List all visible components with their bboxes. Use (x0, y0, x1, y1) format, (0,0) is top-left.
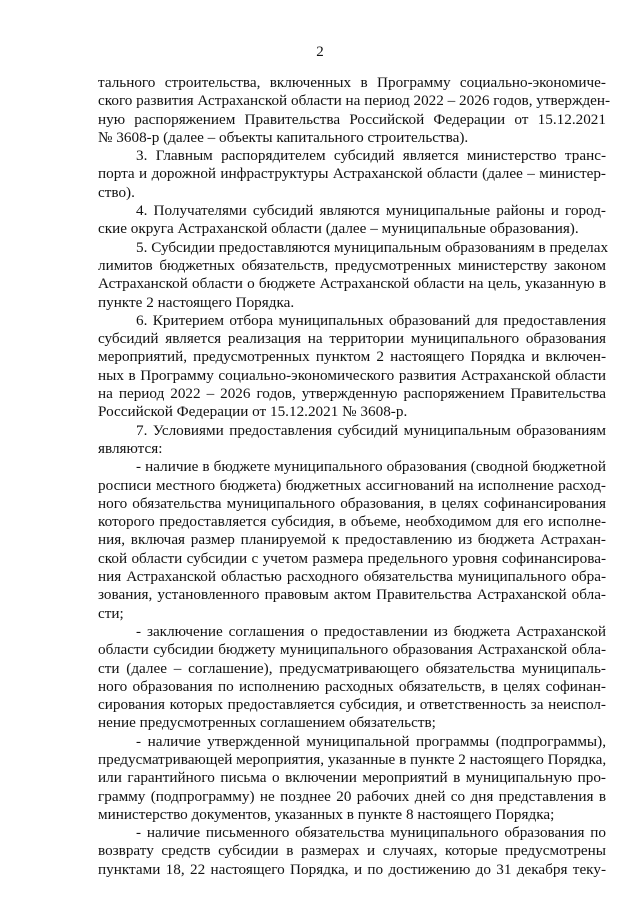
text-line: ской области субсидии с учетом размера предельного уровня софинансирова- (98, 549, 606, 567)
text-line: ных в Программу социально-экономического развития Астраханской области (98, 366, 606, 384)
text-line: Российской Федерации от 15.12.2021 № 3608-р. (98, 403, 408, 421)
text-line: 6. Критерием отбора муниципальных образований для предоставления (136, 311, 606, 329)
text-line: или гарантийного письма о включении мероприятий в муниципальную про- (98, 769, 606, 787)
text-line: сти; (98, 604, 124, 622)
text-line: возврату средств субсидии в размерах и случаях, которые предусмотрены (98, 842, 606, 860)
text-line: Астраханской области о бюджете Астраханской области на цель, указанную в (98, 275, 606, 293)
text-line: ного образования по исполнению расходных обязательств, в целях софинан- (98, 677, 606, 695)
text-line: на период 2022 – 2026 годов, утвержденную распоряжением Правительства (98, 385, 606, 403)
text-line: ния, включая размер планируемой к предоставлению из бюджета Астрахан- (98, 531, 606, 549)
text-line: субсидий является реализация на территории муниципального образования (98, 330, 606, 348)
text-line: № 3608-р (далее – объекты капитального строительства). (98, 128, 469, 146)
text-line: ского развития Астраханской области на период 2022 – 2026 годов, утвержден- (98, 92, 611, 110)
text-line: нение предусмотренных соглашением обязательств; (98, 714, 436, 732)
text-line: - заключение соглашения о предоставлении из бюджета Астраханской (136, 622, 606, 640)
text-line: ную распоряжением Правительства Российской Федерации от 15.12.2021 (98, 110, 606, 128)
text-line: сти (далее – соглашение), предусматривающего обязательства муниципаль- (98, 659, 606, 677)
text-line: лимитов бюджетных обязательств, предусмотренных министерству законом (98, 256, 606, 274)
text-line: 5. Субсидии предоставляются муниципальным образованиям в пределах (136, 238, 609, 256)
text-line: пунктами 18, 22 настоящего Порядка, и по достижению до 31 декабря теку- (98, 860, 606, 878)
text-line: мероприятий, предусмотренных пунктом 2 настоящего Порядка и включен- (98, 348, 606, 366)
text-line: - наличие утвержденной муниципальной программы (подпрограммы), (136, 732, 606, 750)
text-line: являются: (98, 439, 163, 457)
text-line: грамму (подпрограмму) не позднее 20 рабочих дней со дня представления в (98, 787, 606, 805)
text-line: которого предоставляется субсидия, в объеме, необходимом для его исполне- (98, 513, 606, 531)
text-line: ного обязательства муниципального образования, в целях софинансирования (98, 494, 606, 512)
text-line: зования, установленного правовым актом Правительства Астраханской обла- (98, 586, 606, 604)
text-line: ские округа Астраханской области (далее – муниципальные образования). (98, 220, 579, 238)
text-line: 7. Условиями предоставления субсидий муниципальным образованиям (136, 421, 606, 439)
text-line: ство). (98, 183, 135, 201)
text-line: - наличие в бюджете муниципального образования (сводной бюджетной (136, 458, 606, 476)
text-line: сирования которых предоставляется субсидия, и ответственность за неиспол- (98, 696, 606, 714)
text-line: - наличие письменного обязательства муниципального образования по (136, 824, 606, 842)
text-line: порта и дорожной инфраструктуры Астраханской области (далее – министер- (98, 165, 606, 183)
text-line: 3. Главным распорядителем субсидий является министерство транс- (136, 147, 606, 165)
text-line: пункте 2 настоящего Порядка. (98, 293, 295, 311)
text-line: министерство документов, указанных в пункте 8 настоящего Порядка; (98, 805, 555, 823)
text-line: предусматривающей мероприятия, указанные в пункте 2 настоящего Порядка, (98, 750, 607, 768)
text-line: области субсидии бюджету муниципального образования Астраханской обла- (98, 641, 606, 659)
text-line: ния Астраханской областью расходного обязательства муниципального обра- (98, 568, 606, 586)
text-line: тального строительства, включенных в Программу социально-экономиче- (98, 74, 606, 91)
page-number: 2 (316, 44, 324, 60)
document-body (98, 74, 611, 879)
text-line: росписи местного бюджета) бюджетных ассигнований на исполнение расход- (98, 476, 606, 494)
text-line: 4. Получателями субсидий являются муниципальные районы и город- (136, 202, 606, 220)
